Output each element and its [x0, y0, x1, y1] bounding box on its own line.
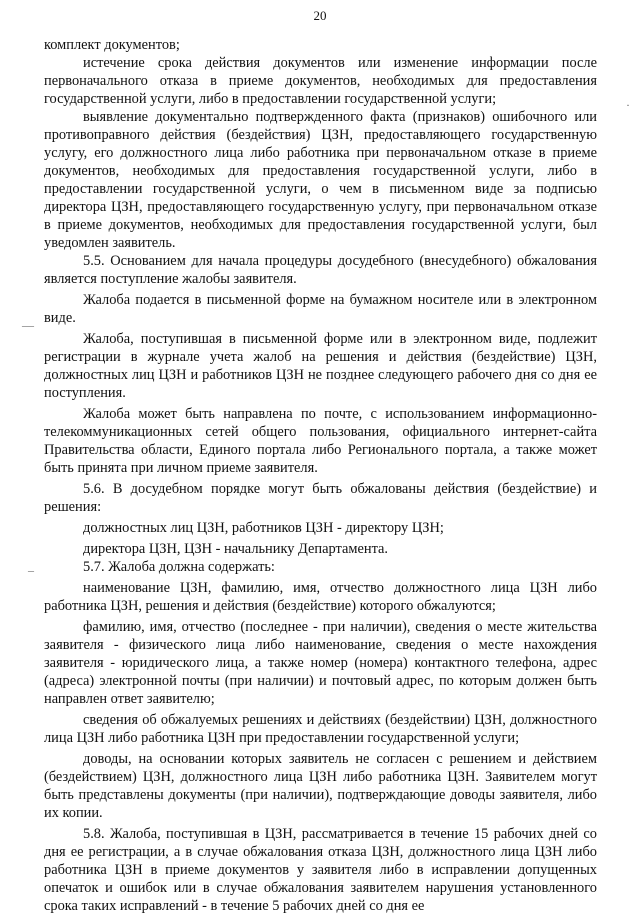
paragraph: фамилию, имя, отчество (последнее - при наличии), сведения о месте жительства заявителя - физического лица либо наименование, сведения о месте нахождения заявителя - юридического лица, а также номер (номера) контактного телефона, адрес (адреса) электронной почты (при наличии) и почтовый адрес, по которым должен быть направлен ответ заявителю;: [44, 619, 597, 707]
paragraph: Жалоба может быть направлена по почте, с использованием информационно-телекоммуникационных сетей общего пользования, официального интернет-сайта Правительства области, Единого портала либо Регионального портала, а также может быть принята при личном приеме заявителя.: [44, 406, 597, 476]
paragraph: 5.8. Жалоба, поступившая в ЦЗН, рассматривается в течение 15 рабочих дней со дня ее регистрации, а в случае обжалования отказа ЦЗН, должностного лица ЦЗН либо работника ЦЗН в приеме документов у заявителя либо в исправлении допущенных опечаток и ошибок или в случае обжалования заявителем нарушения установленного срока таких исправлений - в течение 5 рабочих дней со дня ее: [44, 826, 597, 914]
paragraph: выявление документально подтвержденного факта (признаков) ошибочного или противоправного действия (бездействия) ЦЗН, предоставляющего государственную услугу, его должностного лица либо работника при первоначальном отказе в приеме документов, необходимых для предоставления государственной услуги, либо в предоставлении государственной услуги, о чем в письменном виде за подписью директора ЦЗН, предоставляющего государственную услугу, при первоначальном отказе в приеме документов, необходимых для предоставления государственной услуги, был уведомлен заявитель.: [44, 109, 597, 251]
paragraph: 5.5. Основанием для начала процедуры досудебного (внесудебного) обжалования является поступление жалобы заявителя.: [44, 253, 597, 287]
paragraph: наименование ЦЗН, фамилию, имя, отчество должностного лица ЦЗН либо работника ЦЗН, решения и действия (бездействие) которого обжалуются;: [44, 580, 597, 614]
paragraph: Жалоба подается в письменной форме на бумажном носителе или в электронном виде.: [44, 292, 597, 326]
margin-mark: —: [22, 318, 34, 332]
paragraph: должностных лиц ЦЗН, работников ЦЗН - директору ЦЗН;: [83, 520, 444, 536]
page-number: 20: [313, 8, 327, 23]
paragraph: Жалоба, поступившая в письменной форме или в электронном виде, подлежит регистрации в журнале учета жалоб на решения и действия (бездействие) ЦЗН, должностных лиц ЦЗН и работников ЦЗН не позднее следующего рабочего дня со дня ее поступления.: [44, 331, 597, 401]
paragraph: 5.7. Жалоба должна содержать:: [83, 559, 275, 575]
paragraph: 5.6. В досудебном порядке могут быть обжалованы действия (бездействие) и решения:: [44, 481, 597, 515]
paragraph: директора ЦЗН, ЦЗН - начальнику Департамента.: [83, 541, 389, 557]
document-body: [44, 36, 597, 915]
paragraph: сведения об обжалуемых решениях и действиях (бездействии) ЦЗН, должностного лица ЦЗН либо работника ЦЗН при предоставлении государственной услуги;: [44, 712, 597, 746]
paragraph: истечение срока действия документов или изменение информации после первоначального отказа в приеме документов, необходимых для предоставления государственной услуги, либо в предоставлении государственной услуги;: [44, 55, 597, 107]
margin-mark: –: [28, 563, 34, 577]
paragraph: доводы, на основании которых заявитель не согласен с решением и действием (бездействием) ЦЗН, должностного лица ЦЗН либо работника ЦЗН. Заявителем могут быть представлены документы (при наличии), подтверждающие доводы заявителя, либо их копии.: [44, 751, 597, 821]
paragraph: комплект документов;: [44, 37, 180, 53]
margin-mark: ·: [626, 98, 630, 112]
